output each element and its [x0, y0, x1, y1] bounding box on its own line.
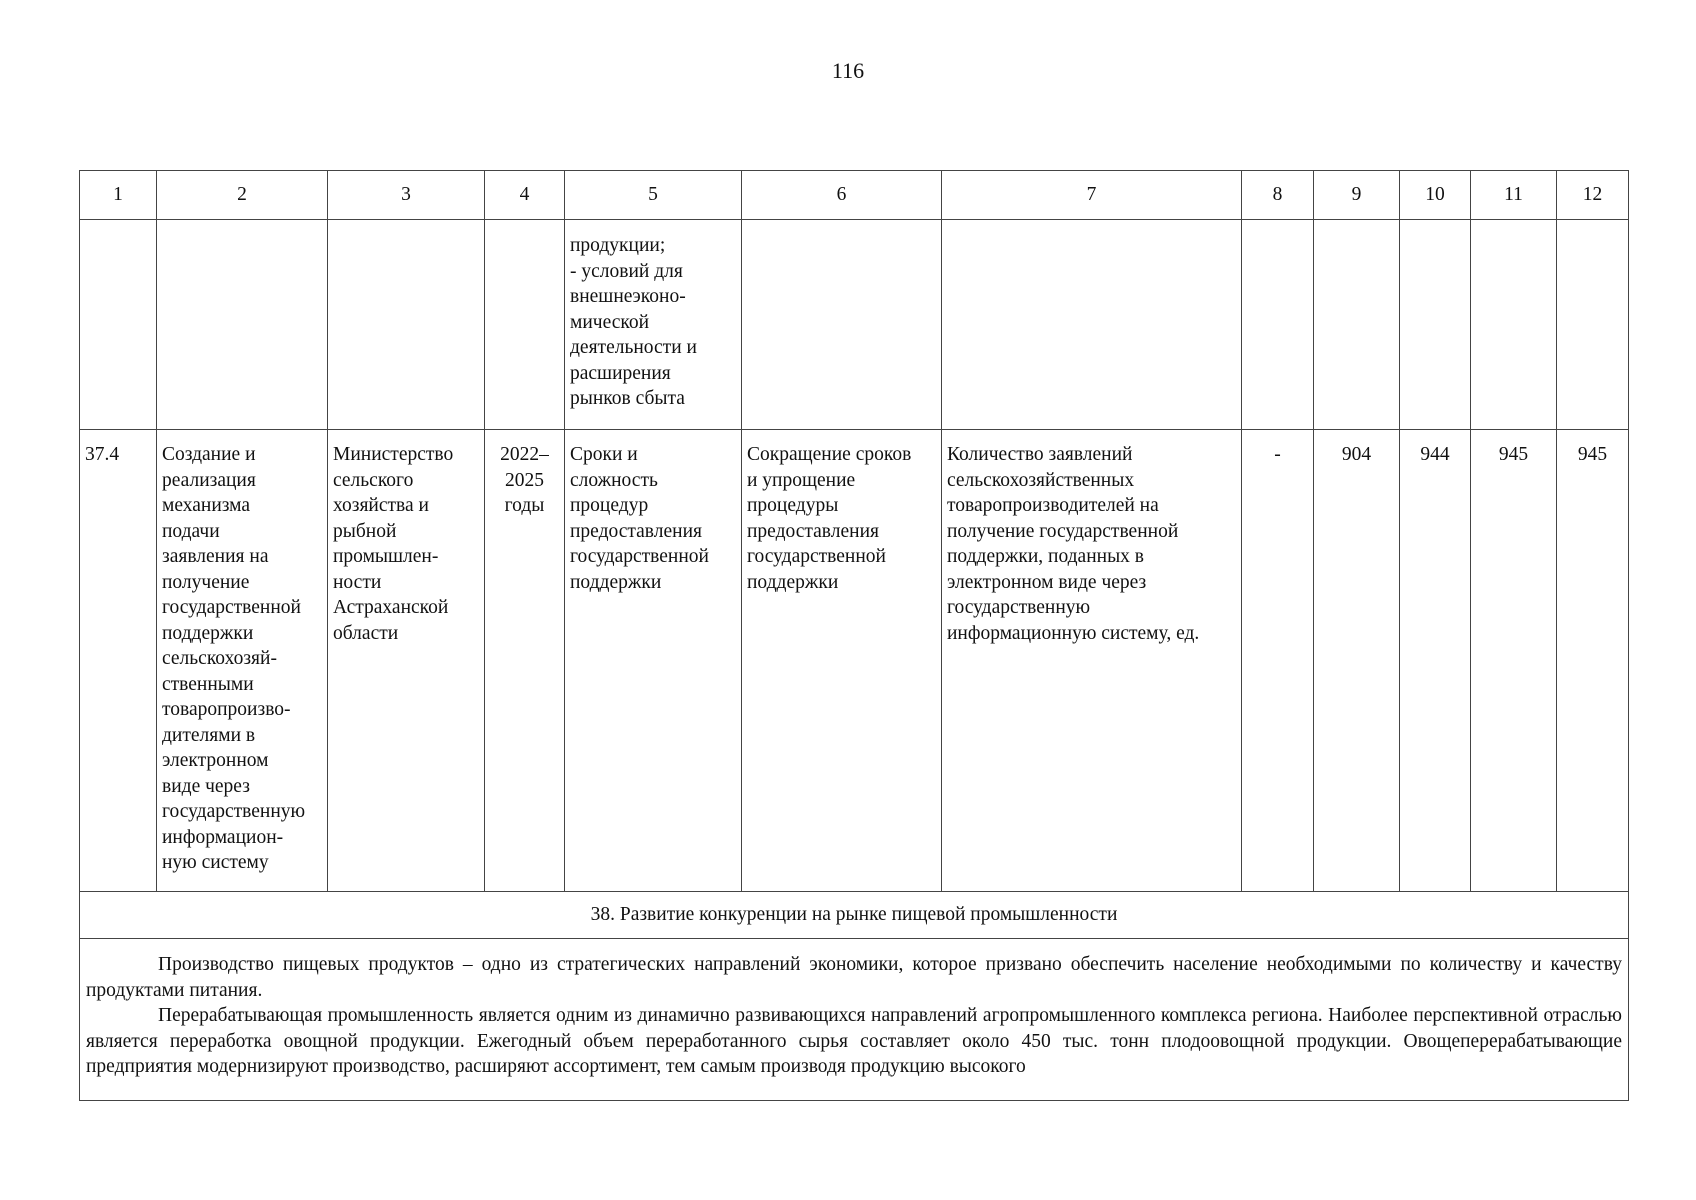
value-col10-cell: 944	[1400, 430, 1471, 892]
paragraph: Производство пищевых продуктов – одно из стратегических направлений экономики, которое призвано обеспечить население необходимыми по количеству и качеству продуктами питания.	[86, 954, 1622, 1001]
problem-cell: Сроки и сложность процедур предоставления государственной поддержки	[565, 430, 742, 892]
continuation-col5-cell: продукции; - условий для внешнеэконо- мической деятельности и расширения рынков сбыта	[565, 220, 742, 430]
header-cell: 11	[1471, 171, 1557, 220]
section-text-cell	[80, 939, 1629, 1101]
measures-table	[79, 170, 1629, 1101]
header-cell: 9	[1314, 171, 1400, 220]
value-col12-cell: 945	[1557, 430, 1629, 892]
measure-cell: Создание и реализация механизма подачи заявления на получение государственной поддержки сельскохозяй- ственными товаропроизво- дителями в электронном виде через государственную информацион- ную систему	[157, 430, 328, 892]
value-col11-cell: 945	[1471, 430, 1557, 892]
result-cell: Сокращение сроков и упрощение процедуры предоставления государственной поддержки	[742, 430, 942, 892]
header-cell: 6	[742, 171, 942, 220]
value-col9-cell: 904	[1314, 430, 1400, 892]
section-text-row	[80, 939, 1629, 1101]
header-cell: 3	[328, 171, 485, 220]
row-number-cell: 37.4	[80, 430, 157, 892]
header-cell: 1	[80, 171, 157, 220]
header-cell: 12	[1557, 171, 1629, 220]
header-cell: 2	[157, 171, 328, 220]
table-row-37-4	[80, 430, 1629, 892]
header-cell: 7	[942, 171, 1242, 220]
executor-cell: Министерство сельского хозяйства и рыбной промышлен- ности Астраханской области	[328, 430, 485, 892]
section-row	[80, 892, 1629, 939]
continuation-row	[80, 220, 1629, 430]
page-number: 116	[831, 58, 865, 83]
section-title: 38. Развитие конкуренции на рынке пищевой промышленности	[80, 892, 1629, 939]
header-cell: 8	[1242, 171, 1314, 220]
header-cell: 10	[1400, 171, 1471, 220]
paragraph: Перерабатывающая промышленность является одним из динамично развивающихся направлений агропромышленного комплекса региона. Наиболее перспективной отраслью является переработка овощной продукции. Ежегодный объем переработанного сырья составляет около 450 тыс. тонн плодоовощной продукции. Овощеперерабатывающие предприятия модернизируют производство, расширяют ассортимент, тем самым производя продукцию высокого	[86, 1005, 1622, 1077]
value-col8-cell: -	[1242, 430, 1314, 892]
header-row	[80, 171, 1629, 220]
header-cell: 5	[565, 171, 742, 220]
indicator-cell: Количество заявлений сельскохозяйственных товаропроизводителей на получение государственной поддержки, поданных в электронном виде через государственную информационную систему, ед.	[942, 430, 1242, 892]
header-cell: 4	[485, 171, 565, 220]
period-cell: 2022– 2025 годы	[485, 430, 565, 892]
